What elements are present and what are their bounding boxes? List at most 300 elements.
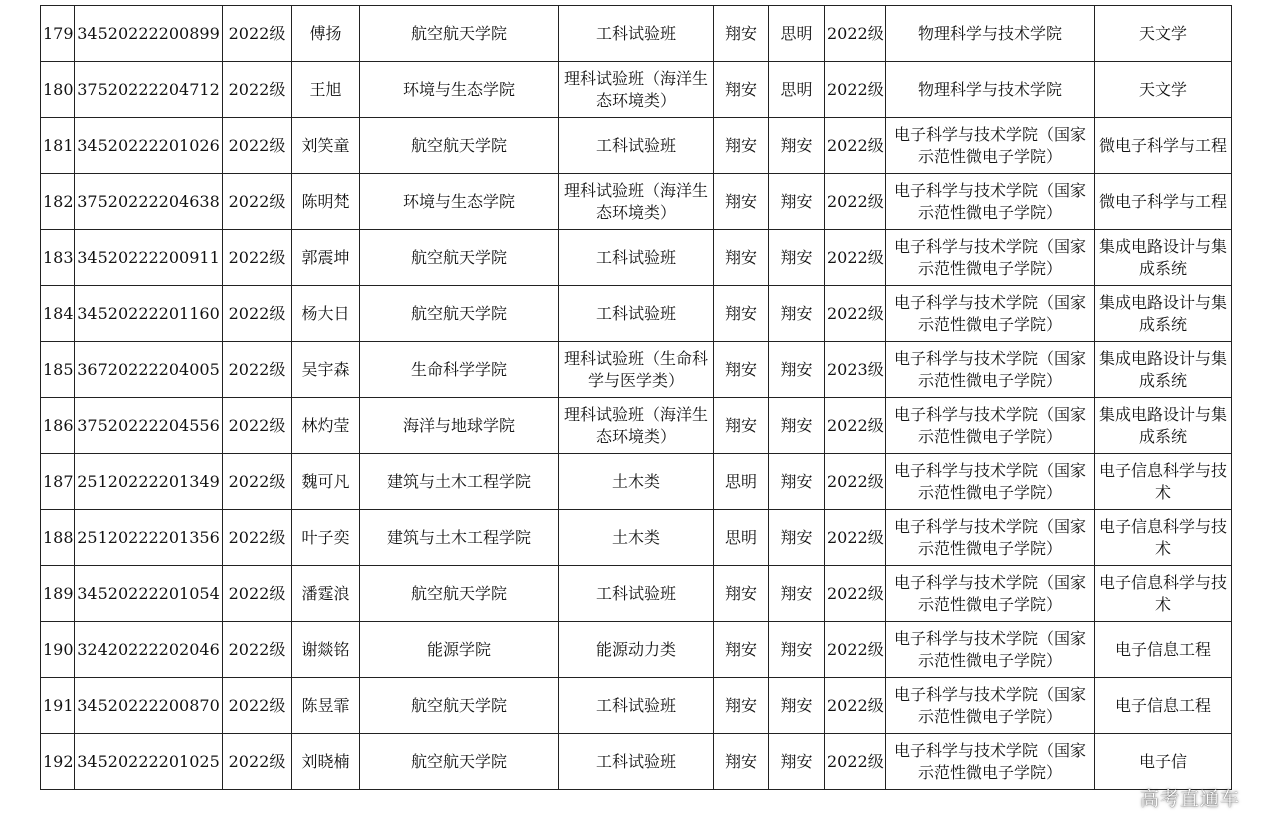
student-id-cell (75, 118, 223, 174)
student-id-text: 34520222201054 (77, 583, 220, 603)
row-number-cell (41, 6, 75, 62)
target-grade-text: 2022级 (827, 583, 884, 603)
original-college-text: 航空航天学院 (410, 247, 507, 267)
student-id-cell (75, 622, 223, 678)
original-college-text: 建筑与土木工程学院 (386, 471, 531, 491)
original-college-cell (360, 62, 559, 118)
original-campus-cell (714, 678, 769, 734)
student-id-text: 37520222204556 (77, 415, 220, 435)
student-id-cell (75, 398, 223, 454)
original-campus-text: 翔安 (724, 79, 757, 99)
target-college-cell (886, 286, 1095, 342)
grade-text: 2022级 (228, 471, 286, 491)
original-college-text: 航空航天学院 (410, 695, 507, 715)
target-college-text: 电子科学与技术学院（国家示范性微电子学院） (893, 348, 1086, 390)
row-number-cell (41, 454, 75, 510)
original-campus-text: 翔安 (724, 639, 757, 659)
original-class-text: 理科试验班（海洋生态环境类） (563, 68, 708, 110)
original-college-cell (360, 734, 559, 790)
target-college-text: 电子科学与技术学院（国家示范性微电子学院） (893, 124, 1086, 166)
target-grade-text: 2022级 (827, 79, 884, 99)
student-id-text: 25120222201349 (77, 471, 220, 491)
original-class-cell (559, 286, 714, 342)
original-class-cell (559, 398, 714, 454)
target-grade-cell (825, 734, 886, 790)
student-id-cell (75, 62, 223, 118)
target-campus-cell (769, 286, 825, 342)
student-id-cell (75, 566, 223, 622)
grade-cell (223, 678, 292, 734)
target-grade-cell (825, 6, 886, 62)
original-campus-text: 翔安 (724, 247, 757, 267)
table-row (41, 6, 1232, 62)
row-number-cell (41, 566, 75, 622)
target-campus-text: 翔安 (780, 191, 813, 211)
row-number-cell (41, 174, 75, 230)
target-grade-cell (825, 230, 886, 286)
original-class-cell (559, 454, 714, 510)
original-college-cell (360, 678, 559, 734)
target-campus-text: 翔安 (780, 415, 813, 435)
target-grade-cell (825, 678, 886, 734)
grade-text: 2022级 (228, 583, 286, 603)
student-name-text: 王旭 (309, 79, 342, 99)
table-row (41, 398, 1232, 454)
target-major-text: 集成电路设计与集成系统 (1098, 404, 1227, 446)
grade-cell (223, 174, 292, 230)
student-name-text: 刘笑童 (301, 135, 350, 155)
grade-cell (223, 342, 292, 398)
original-campus-cell (714, 118, 769, 174)
student-name-text: 刘晓楠 (301, 751, 350, 771)
target-grade-text: 2022级 (827, 303, 884, 323)
target-campus-text: 翔安 (780, 695, 813, 715)
target-major-cell (1095, 62, 1232, 118)
original-campus-text: 翔安 (724, 751, 757, 771)
original-class-text: 工科试验班 (595, 695, 676, 715)
target-grade-text: 2022级 (827, 639, 884, 659)
table-row (41, 118, 1232, 174)
original-college-text: 航空航天学院 (410, 23, 507, 43)
target-major-cell (1095, 118, 1232, 174)
original-college-text: 航空航天学院 (410, 135, 507, 155)
target-campus-cell (769, 342, 825, 398)
original-class-text: 能源动力类 (595, 639, 676, 659)
original-class-text: 工科试验班 (595, 135, 676, 155)
target-grade-cell (825, 62, 886, 118)
table-row (41, 510, 1232, 566)
original-class-text: 工科试验班 (595, 303, 676, 323)
target-major-cell (1095, 622, 1232, 678)
grade-text: 2022级 (228, 639, 286, 659)
student-name-cell (292, 118, 360, 174)
original-college-cell (360, 118, 559, 174)
original-college-text: 环境与生态学院 (402, 191, 515, 211)
target-college-cell (886, 622, 1095, 678)
target-grade-cell (825, 454, 886, 510)
student-id-cell (75, 174, 223, 230)
grade-cell (223, 6, 292, 62)
student-id-text: 34520222200899 (77, 23, 220, 43)
grade-text: 2022级 (228, 23, 286, 43)
target-major-text: 电子信息科学与技术 (1098, 460, 1227, 502)
student-name-cell (292, 622, 360, 678)
table-row (41, 174, 1232, 230)
target-college-text: 电子科学与技术学院（国家示范性微电子学院） (893, 404, 1086, 446)
original-campus-text: 思明 (724, 471, 757, 491)
original-campus-text: 翔安 (724, 695, 757, 715)
student-id-text: 34520222200911 (77, 247, 220, 267)
target-campus-text: 翔安 (780, 247, 813, 267)
original-class-cell (559, 342, 714, 398)
grade-cell (223, 62, 292, 118)
target-major-text: 集成电路设计与集成系统 (1098, 348, 1227, 390)
target-college-cell (886, 566, 1095, 622)
original-college-text: 航空航天学院 (410, 751, 507, 771)
target-college-cell (886, 6, 1095, 62)
grade-cell (223, 286, 292, 342)
grade-text: 2022级 (228, 751, 286, 771)
original-class-cell (559, 62, 714, 118)
original-campus-text: 翔安 (724, 583, 757, 603)
student-name-cell (292, 62, 360, 118)
target-campus-cell (769, 622, 825, 678)
target-grade-text: 2022级 (827, 247, 884, 267)
student-id-cell (75, 734, 223, 790)
target-major-text: 电子信息工程 (1114, 639, 1211, 659)
student-id-text: 34520222200870 (77, 695, 220, 715)
grade-text: 2022级 (228, 303, 286, 323)
target-grade-cell (825, 342, 886, 398)
target-grade-text: 2022级 (827, 23, 884, 43)
grade-cell (223, 118, 292, 174)
target-college-text: 电子科学与技术学院（国家示范性微电子学院） (893, 292, 1086, 334)
original-college-text: 建筑与土木工程学院 (386, 527, 531, 547)
original-campus-cell (714, 286, 769, 342)
original-campus-cell (714, 174, 769, 230)
table-row (41, 230, 1232, 286)
row-number-text: 185 (43, 359, 74, 379)
target-college-text: 电子科学与技术学院（国家示范性微电子学院） (893, 740, 1086, 782)
target-college-cell (886, 454, 1095, 510)
original-campus-cell (714, 230, 769, 286)
watermark-text: 高考直通车 (1140, 788, 1241, 810)
target-campus-cell (769, 6, 825, 62)
original-college-cell (360, 342, 559, 398)
original-class-cell (559, 622, 714, 678)
original-class-cell (559, 230, 714, 286)
grade-text: 2022级 (228, 527, 286, 547)
row-number-cell (41, 286, 75, 342)
target-college-cell (886, 678, 1095, 734)
original-campus-cell (714, 6, 769, 62)
student-name-text: 傅扬 (309, 23, 342, 43)
grade-cell (223, 734, 292, 790)
target-major-text: 集成电路设计与集成系统 (1098, 236, 1227, 278)
original-class-text: 土木类 (611, 527, 660, 547)
student-name-text: 吴宇森 (301, 359, 350, 379)
student-id-text: 32420222202046 (77, 639, 220, 659)
original-college-text: 生命科学学院 (410, 359, 507, 379)
row-number-cell (41, 622, 75, 678)
grade-text: 2022级 (228, 135, 286, 155)
target-grade-text: 2022级 (827, 471, 884, 491)
row-number-cell (41, 510, 75, 566)
target-college-cell (886, 510, 1095, 566)
grade-cell (223, 230, 292, 286)
grade-cell (223, 398, 292, 454)
target-major-cell (1095, 6, 1232, 62)
target-grade-text: 2023级 (827, 359, 884, 379)
table-row (41, 342, 1232, 398)
row-number-cell (41, 118, 75, 174)
target-major-text: 集成电路设计与集成系统 (1098, 292, 1227, 334)
student-name-text: 陈昱霏 (301, 695, 350, 715)
target-campus-text: 思明 (780, 23, 813, 43)
row-number-text: 181 (43, 135, 74, 155)
original-college-cell (360, 398, 559, 454)
original-campus-cell (714, 566, 769, 622)
student-id-cell (75, 230, 223, 286)
original-class-cell (559, 678, 714, 734)
target-major-cell (1095, 398, 1232, 454)
target-grade-cell (825, 174, 886, 230)
student-name-cell (292, 734, 360, 790)
original-class-cell (559, 6, 714, 62)
row-number-cell (41, 62, 75, 118)
target-grade-cell (825, 398, 886, 454)
student-id-cell (75, 454, 223, 510)
original-campus-cell (714, 398, 769, 454)
student-name-cell (292, 510, 360, 566)
student-id-cell (75, 342, 223, 398)
target-college-text: 电子科学与技术学院（国家示范性微电子学院） (893, 516, 1086, 558)
grade-text: 2022级 (228, 359, 286, 379)
original-campus-cell (714, 454, 769, 510)
target-college-text: 电子科学与技术学院（国家示范性微电子学院） (893, 460, 1086, 502)
target-college-cell (886, 62, 1095, 118)
student-name-cell (292, 342, 360, 398)
student-name-text: 林灼莹 (301, 415, 350, 435)
target-campus-cell (769, 230, 825, 286)
original-college-cell (360, 6, 559, 62)
target-campus-cell (769, 62, 825, 118)
student-name-text: 杨大日 (301, 303, 350, 323)
target-grade-cell (825, 286, 886, 342)
target-campus-cell (769, 566, 825, 622)
target-campus-text: 翔安 (780, 471, 813, 491)
student-id-text: 34520222201160 (77, 303, 220, 323)
target-college-cell (886, 734, 1095, 790)
target-college-text: 电子科学与技术学院（国家示范性微电子学院） (893, 684, 1086, 726)
grade-text: 2022级 (228, 247, 286, 267)
target-grade-text: 2022级 (827, 191, 884, 211)
target-campus-text: 翔安 (780, 583, 813, 603)
target-grade-cell (825, 566, 886, 622)
student-id-text: 34520222201026 (77, 135, 220, 155)
row-number-cell (41, 734, 75, 790)
target-grade-cell (825, 622, 886, 678)
original-campus-text: 翔安 (724, 23, 757, 43)
grade-text: 2022级 (228, 695, 286, 715)
row-number-cell (41, 678, 75, 734)
target-major-cell (1095, 454, 1232, 510)
target-college-text: 物理科学与技术学院 (917, 23, 1062, 43)
row-number-text: 186 (43, 415, 74, 435)
grade-text: 2022级 (228, 79, 286, 99)
target-major-text: 天文学 (1138, 79, 1187, 99)
original-class-cell (559, 118, 714, 174)
row-number-text: 182 (43, 191, 74, 211)
original-class-cell (559, 566, 714, 622)
original-campus-cell (714, 62, 769, 118)
target-college-text: 电子科学与技术学院（国家示范性微电子学院） (893, 180, 1086, 222)
student-id-text: 37520222204638 (77, 191, 220, 211)
original-campus-text: 思明 (724, 527, 757, 547)
target-college-text: 电子科学与技术学院（国家示范性微电子学院） (893, 628, 1086, 670)
student-name-cell (292, 230, 360, 286)
target-major-text: 电子信息科学与技术 (1098, 572, 1227, 614)
original-campus-text: 翔安 (724, 415, 757, 435)
original-college-cell (360, 230, 559, 286)
student-name-cell (292, 566, 360, 622)
target-major-cell (1095, 566, 1232, 622)
target-campus-text: 翔安 (780, 751, 813, 771)
original-college-cell (360, 454, 559, 510)
target-college-cell (886, 342, 1095, 398)
table-row (41, 678, 1232, 734)
target-college-cell (886, 230, 1095, 286)
original-class-cell (559, 510, 714, 566)
target-college-cell (886, 398, 1095, 454)
grade-cell (223, 622, 292, 678)
original-campus-text: 翔安 (724, 135, 757, 155)
original-class-text: 工科试验班 (595, 23, 676, 43)
target-campus-text: 翔安 (780, 639, 813, 659)
target-major-cell (1095, 342, 1232, 398)
original-class-text: 工科试验班 (595, 751, 676, 771)
original-class-text: 理科试验班（生命科学与医学类） (563, 348, 708, 390)
target-campus-cell (769, 398, 825, 454)
target-campus-cell (769, 118, 825, 174)
student-name-text: 陈明梵 (301, 191, 350, 211)
original-class-text: 土木类 (611, 471, 660, 491)
target-major-text: 天文学 (1138, 23, 1187, 43)
original-class-cell (559, 734, 714, 790)
row-number-text: 187 (43, 471, 74, 491)
target-major-cell (1095, 230, 1232, 286)
student-id-cell (75, 510, 223, 566)
row-number-cell (41, 398, 75, 454)
target-major-cell (1095, 678, 1232, 734)
original-class-text: 理科试验班（海洋生态环境类） (563, 404, 708, 446)
original-class-text: 工科试验班 (595, 247, 676, 267)
grade-text: 2022级 (228, 415, 286, 435)
original-college-cell (360, 566, 559, 622)
table-row (41, 622, 1232, 678)
original-class-text: 理科试验班（海洋生态环境类） (563, 180, 708, 222)
table-row (41, 734, 1232, 790)
original-college-cell (360, 510, 559, 566)
target-campus-cell (769, 734, 825, 790)
target-campus-cell (769, 510, 825, 566)
target-campus-text: 翔安 (780, 303, 813, 323)
target-major-text: 微电子科学与工程 (1098, 191, 1227, 211)
row-number-text: 191 (43, 695, 74, 715)
original-college-cell (360, 286, 559, 342)
target-grade-text: 2022级 (827, 695, 884, 715)
student-id-cell (75, 678, 223, 734)
grade-cell (223, 510, 292, 566)
original-campus-cell (714, 734, 769, 790)
target-campus-text: 翔安 (780, 527, 813, 547)
student-id-text: 34520222201025 (77, 751, 220, 771)
student-id-text: 37520222204712 (77, 79, 220, 99)
original-class-text: 工科试验班 (595, 583, 676, 603)
target-grade-cell (825, 118, 886, 174)
original-campus-cell (714, 510, 769, 566)
original-class-cell (559, 174, 714, 230)
row-number-text: 189 (43, 583, 74, 603)
student-name-text: 叶子奕 (301, 527, 350, 547)
target-campus-text: 思明 (780, 79, 813, 99)
original-campus-text: 翔安 (724, 303, 757, 323)
student-name-cell (292, 454, 360, 510)
target-grade-text: 2022级 (827, 527, 884, 547)
original-college-text: 航空航天学院 (410, 583, 507, 603)
original-campus-cell (714, 622, 769, 678)
target-major-text: 电子信息工程 (1114, 695, 1211, 715)
target-grade-cell (825, 510, 886, 566)
table-row (41, 62, 1232, 118)
table-row (41, 566, 1232, 622)
row-number-text: 180 (43, 79, 74, 99)
student-name-text: 郭震坤 (301, 247, 350, 267)
target-grade-text: 2022级 (827, 415, 884, 435)
target-college-text: 电子科学与技术学院（国家示范性微电子学院） (893, 236, 1086, 278)
row-number-text: 190 (43, 639, 74, 659)
target-grade-text: 2022级 (827, 751, 884, 771)
target-campus-text: 翔安 (780, 359, 813, 379)
row-number-text: 183 (43, 247, 74, 267)
target-major-cell (1095, 734, 1232, 790)
row-number-text: 184 (43, 303, 74, 323)
original-college-text: 能源学院 (426, 639, 491, 659)
row-number-text: 188 (43, 527, 74, 547)
table-row (41, 454, 1232, 510)
student-name-cell (292, 678, 360, 734)
transfer-list-table (40, 5, 1232, 790)
original-college-text: 海洋与地球学院 (402, 415, 515, 435)
student-id-cell (75, 286, 223, 342)
student-name-text: 魏可凡 (301, 471, 350, 491)
target-campus-text: 翔安 (780, 135, 813, 155)
target-college-cell (886, 174, 1095, 230)
grade-cell (223, 566, 292, 622)
student-name-cell (292, 6, 360, 62)
student-name-cell (292, 398, 360, 454)
target-campus-cell (769, 678, 825, 734)
target-major-cell (1095, 286, 1232, 342)
row-number-text: 179 (43, 23, 74, 43)
row-number-cell (41, 230, 75, 286)
original-college-text: 环境与生态学院 (402, 79, 515, 99)
target-college-cell (886, 118, 1095, 174)
original-campus-cell (714, 342, 769, 398)
student-id-text: 25120222201356 (77, 527, 220, 547)
student-name-cell (292, 174, 360, 230)
grade-cell (223, 454, 292, 510)
